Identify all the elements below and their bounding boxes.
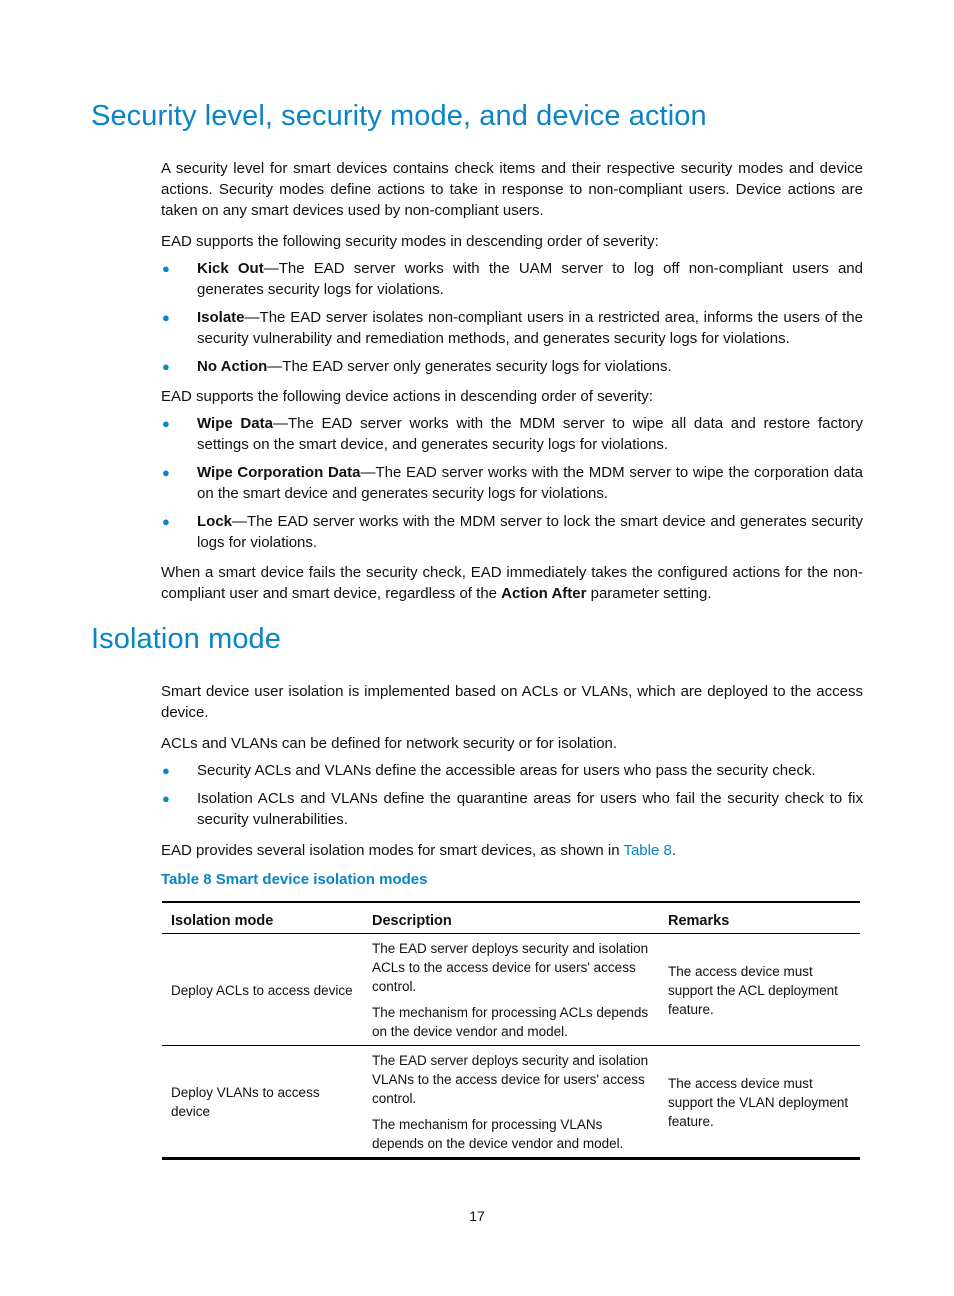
table-row — [162, 934, 860, 1046]
table-8-link[interactable]: Table 8 — [623, 842, 672, 859]
section-title-security-level: Security level, security mode, and device action — [91, 100, 707, 132]
list-item: ● No Action—The EAD server only generates security logs for violations. — [162, 358, 672, 375]
list-item: ● Wipe Corporation Data—The EAD server works with the MDM server to wipe the corporation data on the smart device and generates security logs for violations. — [162, 464, 863, 502]
device-actions-list — [161, 413, 863, 560]
bullet-icon: ● — [162, 416, 170, 431]
table-row — [162, 1046, 860, 1159]
isolation-paragraph-1: Smart device user isolation is implemented based on ACLs or VLANs, which are deployed to the access device. — [161, 683, 863, 721]
isolation-list — [161, 760, 863, 837]
bullet-icon: ● — [162, 310, 170, 325]
list-item: ● Security ACLs and VLANs define the accessible areas for users who pass the security check. — [162, 762, 816, 779]
cell-remarks: The access device must support the VLAN deployment feature. — [659, 1046, 860, 1159]
column-header: Description — [363, 902, 659, 934]
list-item: ● Wipe Data—The EAD server works with the MDM server to wipe all data and restore factory settings on the smart device, and generates security logs for violations. — [162, 415, 863, 453]
modes-lead: EAD supports the following security modes in descending order of severity: — [161, 233, 659, 250]
isolation-paragraph-2: ACLs and VLANs can be defined for network security or for isolation. — [161, 735, 618, 752]
bullet-icon: ● — [162, 465, 170, 480]
bullet-icon: ● — [162, 359, 170, 374]
column-header: Remarks — [659, 902, 860, 934]
section-title-isolation-mode: Isolation mode — [91, 623, 282, 655]
isolation-modes-table — [162, 901, 860, 1160]
bullet-icon: ● — [162, 763, 170, 778]
actions-lead: EAD supports the following device actions in descending order of severity: — [161, 388, 653, 405]
list-item: ● Lock—The EAD server works with the MDM server to lock the smart device and generates security logs for violations. — [162, 513, 863, 551]
closing-paragraph: When a smart device fails the security check, EAD immediately takes the configured actions for the non-compliant user and smart device, regardless of the Action After parameter setting. — [161, 564, 863, 602]
list-item: ● Isolate—The EAD server isolates non-compliant users in a restricted area, informs the users of the security vulnerability and remediation methods, and generates security logs for violations. — [162, 309, 863, 347]
cell-remarks: The access device must support the ACL deployment feature. — [659, 934, 860, 1046]
bullet-icon: ● — [162, 791, 170, 806]
cell-isolation-mode: Deploy ACLs to access device — [162, 934, 363, 1046]
intro-paragraph: A security level for smart devices contains check items and their respective security modes and device actions. Security modes define actions to take in response to non-compliant users. Device actions are taken on any smart devices used by non-compliant users. — [161, 160, 863, 219]
bullet-icon: ● — [162, 514, 170, 529]
cell-description: The EAD server deploys security and isolation VLANs to the access device for users' access control. The mechanism for processing VLANs depends on the device vendor and model. — [363, 1046, 659, 1159]
list-item: ● Kick Out—The EAD server works with the UAM server to log off non-compliant users and generates security logs for violations. — [162, 260, 863, 298]
list-item: ● Isolation ACLs and VLANs define the quarantine areas for users who fail the security check to fix security vulnerabilities. — [162, 790, 863, 828]
table-caption: Table 8 Smart device isolation modes — [161, 871, 428, 888]
security-modes-list — [161, 258, 863, 384]
cell-description: The EAD server deploys security and isolation ACLs to the access device for users' access control. The mechanism for processing ACLs depends on the device vendor and model. — [363, 934, 659, 1046]
cell-isolation-mode: Deploy VLANs to access device — [162, 1046, 363, 1159]
table-header-row — [162, 902, 860, 934]
column-header: Isolation mode — [162, 902, 363, 934]
isolation-paragraph-3: EAD provides several isolation modes for smart devices, as shown in Table 8. — [161, 842, 676, 859]
page-number: 17 — [469, 1208, 485, 1224]
bullet-icon: ● — [162, 261, 170, 276]
